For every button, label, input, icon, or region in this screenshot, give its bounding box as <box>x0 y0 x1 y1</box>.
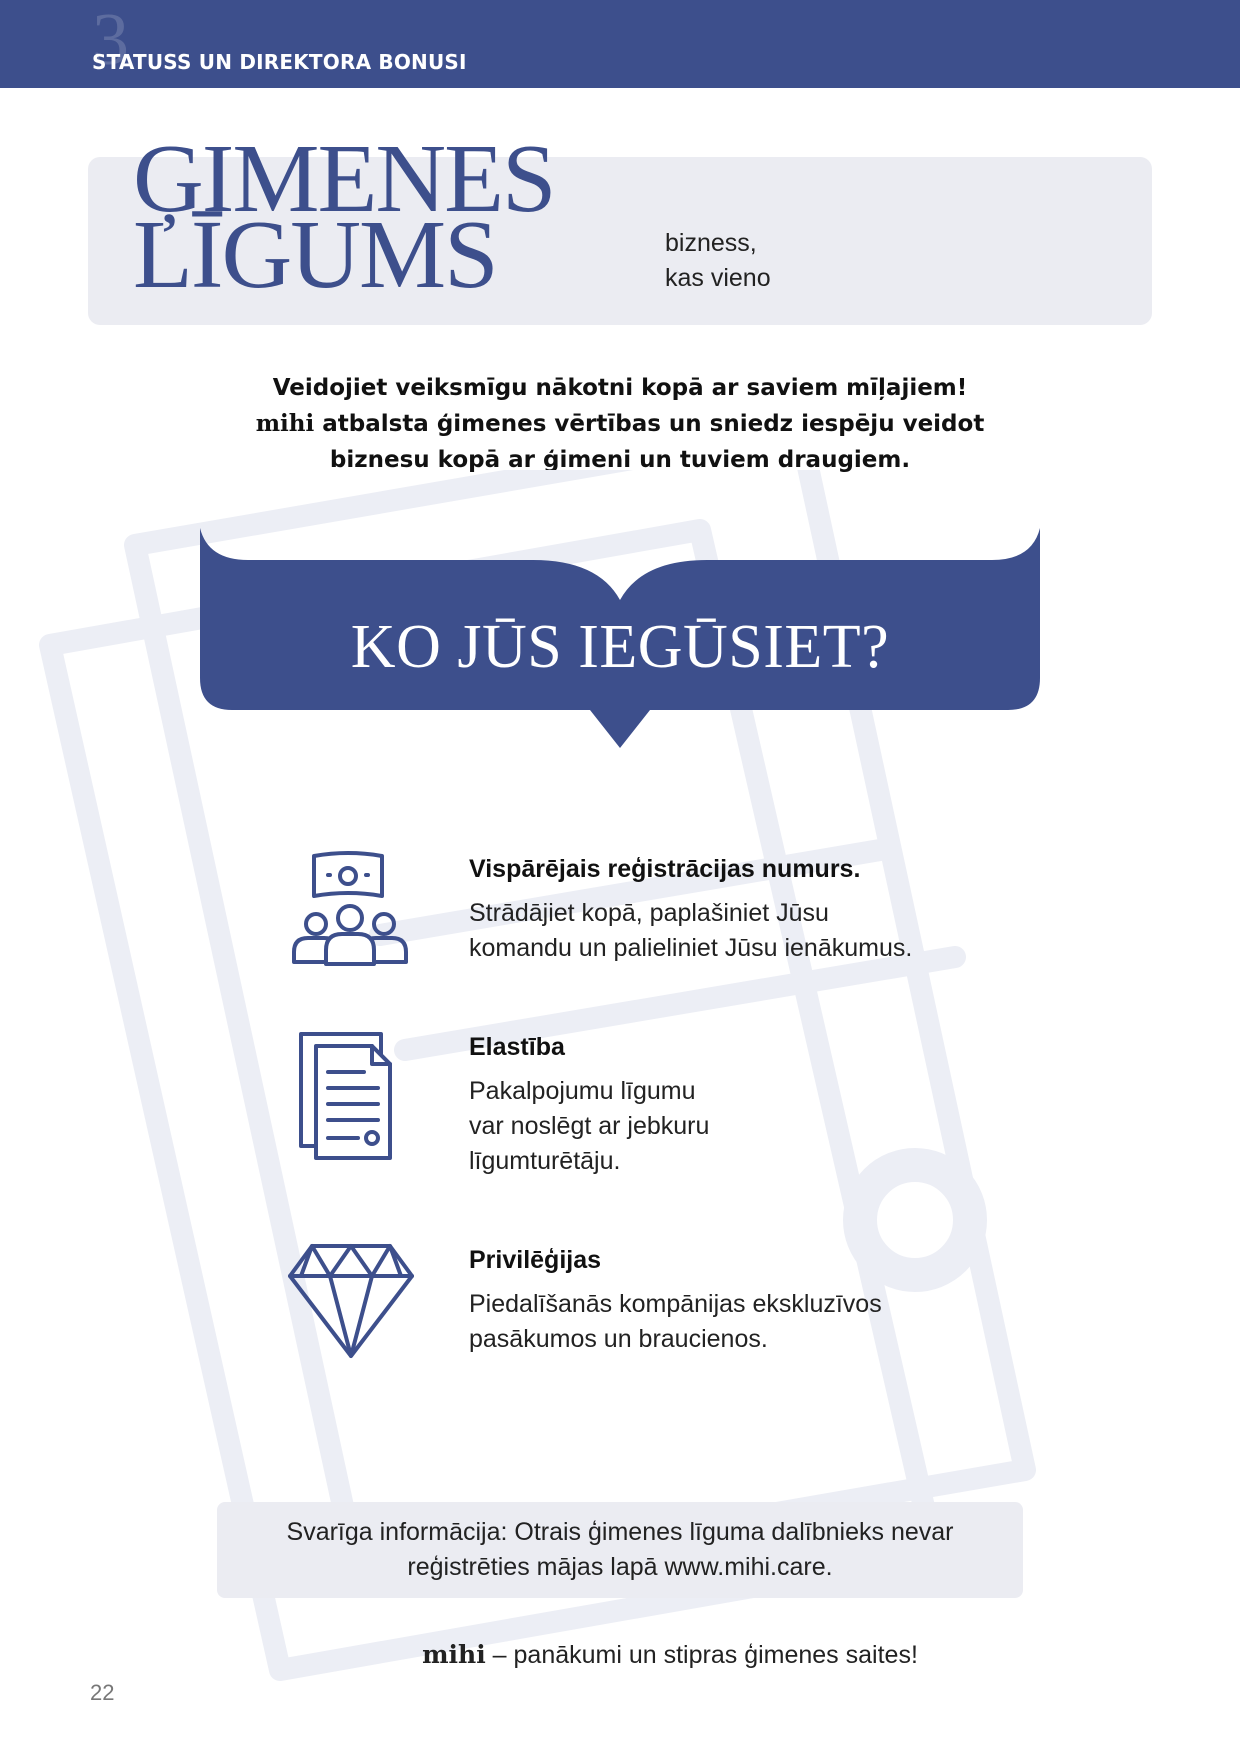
page-subtitle <box>665 226 771 296</box>
note-line2: reģistrēties mājas lapā www.mihi.care. <box>407 1553 833 1581</box>
page-title-line1: ĢIMENES <box>133 125 555 233</box>
subtitle-line2: kas vieno <box>665 264 771 292</box>
benefit-2-line2: var noslēgt ar jebkuru <box>469 1112 710 1140</box>
benefit-1-line1: Strādājiet kopā, paplašiniet Jūsu <box>469 899 829 927</box>
note-line1: Svarīga informācija: Otrais ģimenes līguma dalībnieks nevar <box>286 1518 954 1546</box>
tagline <box>300 1640 1040 1670</box>
benefit-2-line3: līgumturētāju. <box>469 1147 621 1175</box>
benefit-2-title: Elastība <box>469 1033 565 1061</box>
intro-line2 <box>190 406 1050 442</box>
header-bar <box>0 0 1240 88</box>
benefit-3-title: Privilēģijas <box>469 1246 602 1274</box>
intro-line1: Veidojiet veiksmīgu nākotni kopā ar saviem mīļajiem! <box>272 375 968 401</box>
intro-text <box>190 370 1050 478</box>
benefit-2-line1: Pakalpojumu līgumu <box>469 1077 696 1105</box>
page-number: 22 <box>90 1680 115 1705</box>
tagline-text: – panākumi un stipras ģimenes saites! <box>485 1641 918 1669</box>
document-icon <box>286 1030 416 1160</box>
benefit-3-line2: pasākumos un braucienos. <box>469 1325 768 1353</box>
benefit-3-body <box>469 1287 1029 1357</box>
banner-heading: KO JŪS IEGŪSIET? <box>350 613 890 681</box>
benefit-1-title: Vispārējais reģistrācijas numurs. <box>469 855 861 883</box>
intro-line3: biznesu kopā ar ģimeni un tuviem draugiem. <box>329 447 911 473</box>
diamond-icon <box>286 1240 416 1360</box>
chapter-number: 3 <box>92 0 129 81</box>
section-title: STATUSS UN DIREKTORA BONUSI <box>92 50 467 74</box>
benefit-3-line1: Piedalīšanās kompānijas ekskluzīvos <box>469 1290 882 1318</box>
brand-name: mihi <box>255 410 315 437</box>
benefit-1-body <box>469 896 1029 966</box>
tagline-brand: mihi <box>422 1640 486 1669</box>
subtitle-line1: bizness, <box>665 229 757 257</box>
page-title-line2: LĪGUMS <box>133 201 497 309</box>
benefit-1-line2: komandu un palieliniet Jūsu ienākumus. <box>469 934 913 962</box>
money-team-icon <box>286 850 416 970</box>
intro-line2-text: atbalsta ģimenes vērtības un sniedz iespēju veidot <box>314 411 985 437</box>
benefit-2-body <box>469 1074 1029 1179</box>
important-note-text <box>217 1515 1023 1585</box>
